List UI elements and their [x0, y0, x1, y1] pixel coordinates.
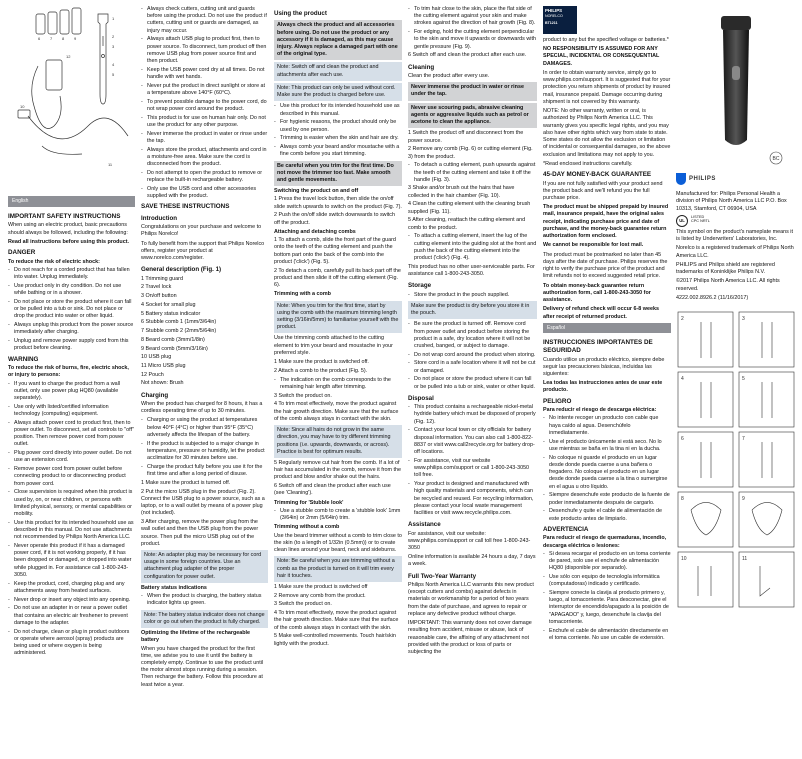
charging-step: 1 Make sure the product is turned off.	[141, 479, 231, 486]
column-6	[676, 6, 796, 755]
check-product-warning-box: Always check the product and all accessories before using. Do not use the product or any accessory if it is damaged, as this may cause injury. Always replace a damaged part with one of the original type.	[274, 20, 402, 60]
intro-paragraph-1: Congratulations on your purchase and welcome to Philips Norelco!	[141, 224, 262, 238]
list-item: - Si desea recargar el producto en un toma corriente de pared, solo use el enchufe de alimentación HQ80 (disponible por separado).	[543, 551, 671, 573]
es-safety-heading: INSTRUCCIONES IMPORTANTES DE SEGURIDAD	[543, 339, 653, 354]
list-item: - Never drop or insert any object into any opening.	[8, 597, 135, 604]
warranty-paragraph: Philips North America LLC warrants this new product (except cutters and combs) against defects in materials or workmanship for a period of two years from the date of purchase, and agrees to repair or replace any defective product without charge.	[408, 581, 534, 617]
philips-wordmark: PHILIPS	[689, 176, 716, 183]
fig-label: 8	[62, 36, 65, 41]
optimizing-paragraph: When you have charged the product for the first time, we advise you to use it until the battery is completely empty. Continue to use the product until the motor almost stops running during a session. Then recharge the battery. Follow this procedure at least twice a year.	[141, 645, 264, 688]
part-item: 8 Beard comb (3mm/1/8in)	[141, 336, 205, 343]
fig-label: 1	[112, 16, 115, 21]
list-item: - Your product is designed and manufactured with high quality materials and components, which can be recycled and reused. For recycling information, please contact your local waste management facilities or visit www.recycle.philips.com.	[408, 481, 537, 517]
without-step: 3 Switch the product on.	[274, 601, 332, 608]
figure-1-product-parts	[8, 6, 135, 191]
part-item: 10 USB plug	[141, 354, 172, 361]
fig-number: 8	[681, 496, 684, 503]
fig-8-frame	[678, 492, 733, 547]
danger-heading: DANGER	[8, 249, 36, 257]
money-back-shipping: The product must be shipped prepaid by insured mail, insurance prepaid, have the original sales receipt, indicating purchase price and date of purchase, and the money-back guarantee return authorization form enclosed.	[543, 204, 669, 240]
money-back-heading: 45-DAY MONEY-BACK GUARANTEE	[543, 170, 652, 178]
charging-heading: Charging	[141, 391, 169, 399]
column-2	[141, 6, 268, 755]
fig-number: 11	[742, 556, 748, 563]
philips-shield-icon	[676, 173, 686, 185]
danger-subheading: To reduce the risk of electric shock:	[8, 258, 100, 265]
ul-description: This symbol on the product's nameplate means it is listed by Underwriters' Laboratories, Inc.	[676, 228, 793, 243]
hair-direction-note-box: Note: Since all hairs do not grow in the same direction, you may have to try different trimming positions (i.e. upwards, downwards, or across). Practice is best for optimum results.	[274, 425, 402, 458]
list-item: - No coloque ni guarde el producto en un lugar desde donde pueda caerse a una bañera o fregadero. No coloque el producto en un lugar desde donde pueda caerse a la tina o sumergirse en el agua u otro líquido.	[543, 455, 671, 491]
disposal-heading: Disposal	[408, 394, 434, 402]
storage-heading: Storage	[408, 282, 432, 290]
fig-4-frame	[678, 372, 733, 427]
warranty-claim-paragraph: In order to obtain warranty service, simply go to www.philips.com/support. It is suggested that for your protection you return shipments of product by insured mail, insurance prepaid. Damage occurring during shipment is not covered by this warranty.	[543, 69, 671, 105]
fig-7-frame	[739, 432, 794, 487]
product-box-thumbnail	[543, 6, 577, 34]
list-item: - When the product is charging, the battery status indicator lights up green.	[141, 593, 268, 607]
list-item: - Store cord in a safe location where it will not be cut or damaged.	[408, 360, 537, 374]
list-item: - Trimming is easier when the skin and hair are dry.	[274, 135, 402, 142]
cordless-note-box: Note: This product can only be used without cord. Make sure the product is charged before use.	[274, 83, 402, 101]
safety-heading: IMPORTANT SAFETY INSTRUCTIONS	[8, 212, 121, 220]
parts-list	[141, 276, 268, 379]
column-4	[408, 6, 537, 755]
intro-paragraph-2: To fully benefit from the support that Philips Norelco offers, register your product at www.norelco.com/register.	[141, 240, 265, 262]
final-step: 6 Switch off and clean the product after each use.	[408, 52, 527, 59]
fig-9-frame	[739, 492, 794, 547]
important-paragraph: IMPORTANT: This warranty does not cover damage resulting from accident, misuse or abuse, lack of reasonable care, the affixing of any attachment not provided with the product or loss of parts or subjecting the	[408, 620, 532, 656]
list-item: - For edging, hold the cutting element perpendicular to the skin and move it upwards or downwards with gentle pressure (Fig. 9).	[408, 29, 537, 51]
part-item: 11 Micro USB plug	[141, 363, 186, 370]
list-item: - Keep the USB power cord dry at all times. Do not handle with wet hands.	[141, 67, 268, 81]
warning-list-continued	[141, 6, 268, 200]
list-item: - Always check cutters, cutting unit and guards before using the product. Do not use the product if cutters, cutting unit or guards are damaged, as injury may occur.	[141, 6, 268, 35]
save-instructions-heading: SAVE THESE INSTRUCTIONS	[141, 203, 230, 211]
list-item: - Contact your local town or city officials for battery disposal information. You can also call 1-800-822-8837 or visit www.call2recycle.org for battery drop-off locations.	[408, 427, 537, 456]
list-item: - Charging or using the product at temperatures below 40°F (4°C) or higher than 95°F (35°C) adversely affects the lifespan of the battery.	[141, 417, 268, 439]
battery-status-heading: Battery status indications	[141, 584, 207, 591]
careful-warning-box: Be careful when you trim for the first time. Do not move the trimmer too fast. Make smooth and gentle movements.	[274, 161, 402, 187]
list-item: - Enchufe el cable de alimentación directamente en el toma corriente. No use un cable de extensión.	[543, 628, 671, 642]
list-item: - Siempre desenchufe este producto de la fuente de poder inmediatamente después de cargarlo.	[543, 492, 671, 506]
attach-step: 1 To attach a comb, slide the front part of the guard onto the teeth of the cutting element and push the bottom part onto the back of the comb into the product ('click') (Fig. 5).	[274, 237, 396, 265]
list-item: - Do not place or store the product where it can fall or be pulled into a tub or sink, water or other liquid.	[408, 376, 537, 390]
fig1-pouch-drawing	[46, 60, 62, 90]
fig-number: 4	[681, 376, 684, 383]
part-item: 3 On/off button	[141, 293, 177, 300]
fig1-comb-2-drawing	[48, 12, 57, 34]
switch-step: 2 Push the on/off slide switch downwards to switch off the product.	[274, 212, 395, 226]
trimming-comb-heading: Trimming with a comb	[274, 291, 331, 298]
part-item: 5 Battery status indicator	[141, 310, 201, 317]
trim-step: 6 Switch off and clean the product after each use (see 'Cleaning').	[274, 483, 391, 497]
fig-number: 3	[742, 316, 745, 323]
fig-label: 12	[66, 54, 71, 59]
fig1-comb-1-drawing	[36, 14, 45, 34]
adapter-note-box: Note: An adapter plug may be necessary for cord usage in some foreign countries. Use an attachment plug adapter of the proper configuration for power outlet.	[141, 550, 268, 583]
product-photo	[676, 6, 796, 166]
without-step: 1 Make sure the product is switched off	[274, 584, 368, 590]
fig-3-frame	[739, 312, 794, 367]
trim-paragraph: Use the trimming comb attached to the cutting element to trim your beard and moustache in your preferred style.	[274, 335, 393, 356]
column-1	[8, 6, 135, 755]
read-all-instructions: Read all instructions before using this product.	[8, 238, 130, 245]
list-item: - Do not wrap cord around the product when storing.	[408, 352, 537, 359]
list-item: - To trim hair close to the skin, place the flat side of the cutting element against your skin and make strokes against the direction of hair growth (Fig. 8).	[408, 6, 537, 28]
list-item: - Always comb your beard and/or moustache with a fine comb before you start trimming.	[274, 144, 402, 158]
cleaning-heading: Cleaning	[408, 63, 435, 71]
list-item: - Always attach USB plug to product first, then to power source. To disconnect, turn product off then remove USB plug from power source first and then product.	[141, 36, 268, 65]
list-item: - Never operate this product if it has a damaged power cord, if it is not working properly, if it has been dropped or damaged, or dropped into water while plugged in. For assistance call 1-800-243-3050.	[8, 543, 135, 579]
list-item: - Use only with listed/certified information technology (computing) equipment.	[8, 404, 135, 418]
fig-number: 5	[742, 376, 745, 383]
trim-step: 5 Regularly remove cut hair from the comb. If a lot of hair has accumulated in the comb, remove it from the product and blow and/or shake out the hairs.	[274, 459, 402, 481]
attaching-combs-heading: Attaching and detaching combs	[274, 228, 356, 235]
trimmer-switch-drawing	[732, 66, 740, 80]
storage-note-box: Make sure the product is dry before you store it in the pouch.	[408, 301, 537, 319]
list-item: - Be sure the product is turned off. Remove cord from power outlet and product before storing the product in a safe, dry location where it will not be crushed, banged, or subject to damage.	[408, 321, 537, 350]
list-item: - Remove power cord from power outlet before connecting product to or disconnecting product from power cord.	[8, 466, 135, 488]
using-product-heading: Using the product	[274, 10, 327, 17]
es-intro: Cuando utilice un producto eléctrico, siempre debe seguir las precauciones básicas, incluidas las siguientes:	[543, 356, 665, 377]
fig-label: 2	[112, 34, 115, 39]
list-item: - Store the product in the pouch supplied.	[408, 292, 537, 299]
part-item: 9 Beard comb (5mm/3/16in)	[141, 345, 208, 352]
fig-number: 7	[742, 436, 745, 443]
language-bar-spanish: Español	[543, 323, 671, 334]
bc-mark-label: BC	[772, 156, 780, 162]
without-step: 5 Make well-controlled movements. Touch hair/skin lightly with the product.	[274, 633, 396, 647]
no-responsibility-text: NO RESPONSIBILITY IS ASSUMED FOR ANY SPECIAL, INCIDENTAL OR CONSEQUENTIAL DAMAGES.	[543, 46, 660, 67]
list-item: - Always store the product, attachments and cord in a moisture-free area. Make sure the cord is disconnected from the product.	[141, 147, 268, 169]
philips-logo	[676, 173, 796, 185]
fig-label: 11	[108, 162, 113, 167]
part-item: 2 Travel lock	[141, 284, 172, 291]
list-item: - Charge the product fully before you use it for the first time and after a long period of disuse.	[141, 464, 268, 478]
clean-step: 4 Clean the cutting element with the cleaning brush supplied (Fig. 11).	[408, 201, 531, 215]
list-item: - For hygienic reasons, the product should only be used by one person.	[274, 119, 402, 133]
clean-step: 3 Shake and/or brush out the hairs that have collected in the hair chamber (Fig. 10).	[408, 185, 515, 199]
list-item: - Never immerse the product in water or rinse under the tap.	[141, 131, 268, 145]
charging-step: 2 Put the micro USB plug in the product (Fig. 2). Connect the USB plug to a power source, such as a laptop, or to a wall outlet by means of a power plug (not included).	[141, 488, 265, 517]
fig1-trimmer-drawing	[98, 14, 108, 104]
list-item: - Keep the product, cord, charging plug and any attachments away from heated surfaces.	[8, 581, 135, 595]
box-subbrand-text: NORELCO	[545, 13, 563, 18]
part-item: 1 Trimming guard	[141, 275, 183, 282]
list-item: - The indication on the comb corresponds to the remaining hair length after trimming.	[274, 377, 402, 391]
fig-11-frame	[739, 552, 794, 607]
clean-step: 1 Switch the product off and disconnect from the power source.	[408, 130, 524, 144]
charging-paragraph: When the product has charged for 8 hours, it has a cordless operating time of up to 30 minutes.	[141, 401, 263, 415]
trim-step: 1 Make sure the product is switched off.	[274, 359, 369, 366]
fig-label: 5	[112, 72, 115, 77]
part-item: 7 Stubble comb 2 (2mm/5/64in)	[141, 328, 217, 335]
list-item: - Do not use an adapter in or near a power outlet that contains an electric air freshener to prevent damage to the adapter.	[8, 605, 135, 627]
service-paragraph: This product has no other user-serviceable parts. For assistance call 1-800-243-3050.	[408, 263, 535, 278]
column-3	[274, 6, 402, 755]
fig-5-frame	[739, 372, 794, 427]
es-read-all: Lea todas las instrucciones antes de usar este producto.	[543, 380, 663, 394]
optimizing-heading: Optimizing the lifetime of the rechargeable battery	[141, 630, 251, 644]
list-item: - Only use the USB cord and other accessories supplied with the product.	[141, 186, 268, 200]
assistance-paragraph: For assistance, visit our website: www.philips.com/support or call toll free 1-800-243-3050	[408, 530, 531, 551]
fig-label: 4	[112, 62, 115, 67]
list-item: - Do not charge, clean or plug in product outdoors or operate where aerosol (spray) products are being used or where oxygen is being administered.	[8, 629, 135, 658]
online-paragraph: Online information is available 24 hours a day, 7 days a week.	[408, 554, 536, 568]
ul-logo-icon	[676, 215, 688, 227]
list-item: - Always attach power cord to product first, then to power outlet. To disconnect, set all controls to "off" position. Then remove power cord from power outlet.	[8, 420, 135, 449]
warranty-note-paragraph: NOTE: No other warranty, written or oral, is authorized by Philips North America LLC. This warranty gives you specific legal rights, and you may also have other rights which vary from state to state. Some states do not allow the exclusion or limitation of incidental or consequential damages, so the above exclusion and limitations may not apply to you.	[543, 108, 671, 158]
list-item: - Use this product for its intended household use as described in this manual. Do not use attachments not recommended by Philips North America LLC.	[8, 520, 135, 542]
danger-list	[8, 267, 135, 353]
money-back-paragraph: If you are not fully satisfied with your product send the product back and we'll refund you the full purchase price.	[543, 180, 663, 201]
warranty-continued-paragraph: product to any but the specified voltage or batteries.*	[543, 37, 669, 43]
switching-heading: Switching the product on and off	[274, 188, 359, 195]
fig1-comb-4-drawing	[72, 8, 81, 34]
fig-label: 10	[20, 104, 25, 109]
fig-label: 3	[112, 44, 115, 49]
money-back-authorization: To obtain money-back guarantee return authorization form, call 1-800-243-3050 for assistance.	[543, 282, 651, 304]
warranty-heading: Full Two-Year Warranty	[408, 572, 477, 580]
stubble-heading: Trimming for 'Stubble look'	[274, 499, 344, 506]
cleaning-paragraph: Clean the product after every use.	[408, 72, 490, 79]
not-shown-note: Not shown: Brush	[141, 380, 184, 387]
list-item: - Use el producto únicamente si está seco. No lo use mientras se baña en la tina ni en la ducha.	[543, 439, 671, 453]
charging-step: 3 After charging, remove the power plug from the wall outlet and then the USB plug from the power source. Then pull the micro USB plug out of the product.	[141, 519, 259, 547]
without-comb-paragraph: Use the beard trimmer without a comb to trim close to the skin (to a length of 1/32in (0.5mm)) or to create clean lines around your beard, neck and sideburns.	[274, 532, 402, 554]
safety-intro: When using an electric product, basic precautions should always be followed, including the following:	[8, 222, 128, 236]
fig1-comb-3-drawing	[60, 10, 69, 34]
list-item: - No intente recoger un producto con cable que haya caído al agua. Desenchúfelo inmediatamente.	[543, 415, 671, 437]
fig-2-frame	[678, 312, 733, 367]
product-box-art	[543, 6, 671, 34]
list-item: - This product is for use on human hair only. Do not use the product for any other purpose.	[141, 115, 268, 129]
warning-heading: WARNING	[8, 355, 39, 363]
first-time-note-box: Note: When you trim for the first time, start by using the comb with the maximum trimming length setting (3/16in/5mm) to familiarise yourself with the product.	[274, 301, 402, 334]
es-danger-subheading: Para reducir el riesgo de descarga eléctrica:	[543, 407, 657, 414]
trim-step: 4 To trim most effectively, move the product against the hair growth direction. Make sure that the surface of the comb always stays in contact with the skin.	[274, 401, 399, 422]
column-5	[543, 6, 671, 755]
fig-number: 6	[681, 436, 684, 443]
attach-step: 2 To detach a comb, carefully pull its back part off the product and then slide it off the cutting element (Fig. 6).	[274, 267, 401, 289]
fig-label: 9	[74, 36, 77, 41]
battery-note-box: Note: The battery status indicator does not change color or go out when the product is fully charged.	[141, 610, 268, 628]
list-item: - Use this product for its intended household use as described in this manual.	[274, 103, 402, 117]
list-item: - To attach a cutting element, insert the lug of the cutting element into the guiding slot at the front and push the back of the cutting element into the product ('click') (Fig. 4).	[408, 233, 537, 262]
trim-step: 3 Switch the product on.	[274, 392, 332, 399]
general-description-heading: General description (Fig. 1)	[141, 266, 222, 274]
part-item: 6 Stubble comb 1 (1mm/3/64in)	[141, 319, 217, 326]
list-item: - Do not place or store the product where it can fall or be pulled into a tub or sink. Do not place or drop the product into water or other liquid.	[8, 299, 135, 321]
list-item: - Do not attempt to open the product to remove or replace the built-in rechargeable battery.	[141, 170, 268, 184]
ul-listed-text: LISTED	[691, 214, 705, 219]
fig-number: 2	[681, 316, 684, 323]
list-item: - Do not reach for a corded product that has fallen into water. Unplug immediately.	[8, 267, 135, 281]
fig-label: 6	[38, 36, 41, 41]
list-item: - To prevent possible damage to the power cord, do not wrap power cord around the product.	[141, 99, 268, 113]
fig-6-frame	[678, 432, 733, 487]
money-back-postmark: The product must be postmarked no later than 45 days after the date of purchase. Philips reserves the right to verify the purchase price of the product and limit refunds not to exceed suggested retail price.	[543, 251, 668, 280]
ul-symbol-row	[676, 215, 796, 227]
list-item: - Never put the product in direct sunlight or store at a temperature above 140°F (60°C).	[141, 83, 268, 97]
list-item: - Use sólo con equipo de tecnología informática (computadoras) indicado y certificado.	[543, 574, 671, 588]
list-item: - Unplug and remove power supply cord from this product before cleaning.	[8, 338, 135, 352]
clean-step: 2 Remove any comb (Fig. 6) or cutting element (Fig. 3) from the product.	[408, 146, 533, 160]
list-item: - To detach a cutting element, push upwards against the teeth of the cutting element and take it off the handle (Fig. 3).	[408, 162, 537, 184]
list-item: - If you want to charge the product from a wall outlet, only use power plug HQ80 (available separately).	[8, 381, 135, 403]
clean-step: 5 After cleaning, reattach the cutting element and comb to the product.	[408, 217, 526, 231]
part-item: 4 Socket for small plug	[141, 301, 196, 308]
manufactured-for-text: Manufactured for: Philips Personal Health a division of Philips North America LLC P.O. Box 10313, Stamford, CT 06904, USA	[676, 191, 787, 212]
introduction-heading: Introduction	[141, 214, 178, 222]
switch-off-note-box: Note: Switch off and clean the product and attachments after each use.	[274, 62, 402, 80]
philips-trademark: PHILIPS and Philips shield are registered trademarks of Koninklijke Philips N.V.	[676, 261, 775, 276]
without-step: 2 Remove any comb from the product.	[274, 592, 366, 599]
nrtl-text: CPC NRTL	[691, 219, 710, 224]
es-danger-heading: PELIGRO	[543, 397, 572, 405]
switch-step: 1 Press the travel lock button, then slide the on/off slide switch upwards to switch on the product (Fig. 7).	[274, 196, 402, 210]
list-item: - Use a stubble comb to create a 'stubble look' 1mm (3/64in) or 2mm (5/64in) trim.	[274, 508, 402, 522]
copyright-text: ©2017 Philips North America LLC. All rights reserved.	[676, 278, 780, 292]
fig1-usb-cable-drawing	[28, 116, 128, 139]
no-abrasive-warning-box: Never use scouring pads, abrasive cleaning agents or aggressive liquids such as petrol or acetone to clean the appliance.	[408, 103, 537, 129]
es-warning-heading: ADVERTENCIA	[543, 525, 589, 533]
list-item: - This product contains a rechargeable nickel-metal hydride battery which must be disposed of properly (Fig. 12).	[408, 404, 537, 426]
trimmer-head-drawing	[721, 16, 751, 30]
money-back-delivery: Delivery of refund check will occur 6-8 weeks after receipt of returned product.	[543, 306, 659, 320]
list-item: - Plug power cord directly into power outlet. Do not use an extension cord.	[8, 450, 135, 464]
without-step: 4 To trim most effectively, move the product against the hair growth direction. Make sure that the surface of the comb always stays in contact with the skin.	[274, 610, 399, 631]
assistance-heading: Assistance	[408, 521, 441, 529]
language-bar-english: English	[8, 196, 135, 207]
fig-number: 10	[681, 556, 687, 563]
document-number: 4222.002.8926.2 (11/16/2017)	[676, 294, 749, 301]
no-immerse-warning-box: Never immerse the product in water or rinse under the tap.	[408, 82, 537, 100]
trim-without-comb-heading: Trimming without a comb	[274, 524, 340, 531]
warning-list	[8, 381, 135, 658]
es-warning-subheading: Para reducir el riesgo de quemaduras, incendio, descarga eléctrica o lesiones:	[543, 535, 667, 549]
money-back-lost-mail: We cannot be responsible for lost mail.	[543, 242, 644, 249]
box-model-text: BT1211	[545, 21, 558, 26]
fig-label: 7	[50, 36, 53, 41]
read-instructions-footnote: *Read enclosed instructions carefully.	[543, 160, 633, 167]
ul-logo-text: UL	[679, 218, 685, 224]
list-item: - Close supervision is required when this product is used by, on, or near children, or persons with limited physical, sensory, or mental capabilities or mobility.	[8, 489, 135, 518]
warning-subheading: To reduce the risk of burns, fire, electric shock, or injury to persons:	[8, 365, 129, 379]
fig1-cord-drawing	[32, 66, 61, 129]
part-item: 12 Pouch	[141, 371, 164, 378]
list-item: - Siempre conecte la clavija al producto primero y, luego, al tomacorriente. Para desconectar, gire el interruptor de encendido/apagado a la posición de "APAGADO" y, luego, desenchufe la clavija del tomacorriente.	[543, 590, 671, 626]
figures-2-12-grid	[676, 310, 796, 640]
without-comb-note-box: Note: Be careful when you are trimming without a comb as the product is turned on it will trim every hair it touches.	[274, 556, 402, 582]
norelco-trademark: Norelco is a registered trademark of Philips North America LLC.	[676, 245, 794, 259]
list-item: - Desenchufe y quite el cable de alimentación de este producto antes de limpiarlo.	[543, 508, 671, 522]
trim-step: 2 Attach a comb to the product (Fig. 5).	[274, 367, 368, 374]
fig-number: 9	[742, 496, 745, 503]
trimmer-body-drawing	[723, 30, 749, 145]
ul-listed-tag	[691, 215, 710, 227]
list-item: - If the product is subjected to a major change in temperature, pressure or humidity, let the product acclimatize for 30 minutes before use.	[141, 441, 268, 463]
list-item: - For assistance, visit our website www.philips.com/support or call 1-800-243-3050 toll free.	[408, 458, 537, 480]
list-item: - Use product only in dry condition. Do not use while bathing or in a shower.	[8, 283, 135, 297]
box-brand-text: PHILIPS	[545, 8, 563, 13]
list-item: - Always unplug this product from the power source immediately after charging.	[8, 322, 135, 336]
